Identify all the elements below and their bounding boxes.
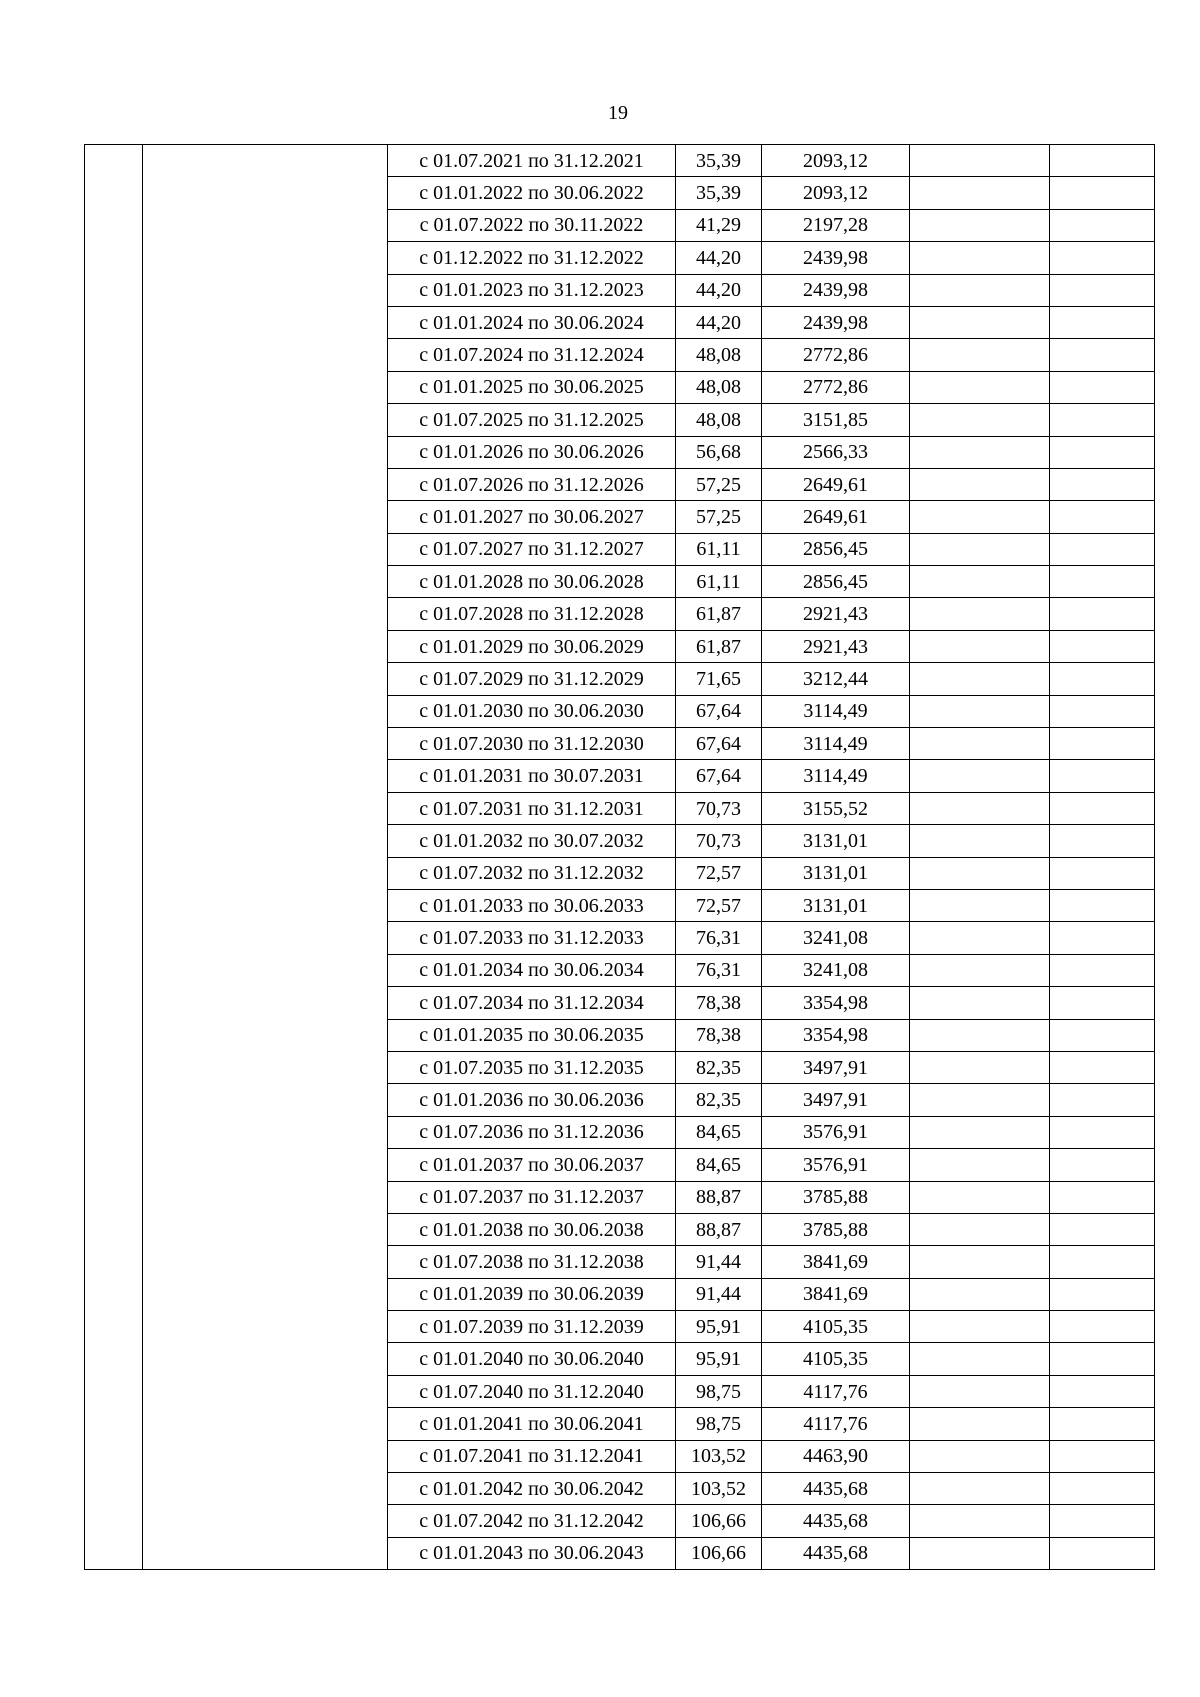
rate-cell: 48,08: [676, 404, 762, 436]
empty-cell: [1050, 922, 1155, 954]
empty-cell: [1050, 1019, 1155, 1051]
empty-cell: [1050, 339, 1155, 371]
empty-cell: [1050, 1213, 1155, 1245]
amount-cell: 2649,61: [762, 501, 910, 533]
empty-cell: [910, 889, 1050, 921]
empty-cell: [910, 274, 1050, 306]
rate-cell: 91,44: [676, 1278, 762, 1310]
empty-cell: [1050, 598, 1155, 630]
empty-cell: [910, 1246, 1050, 1278]
period-cell: с 01.07.2031 по 31.12.2031: [388, 792, 676, 824]
period-cell: с 01.07.2030 по 31.12.2030: [388, 728, 676, 760]
empty-cell: [910, 436, 1050, 468]
empty-cell: [910, 145, 1050, 177]
rate-cell: 95,91: [676, 1311, 762, 1343]
rate-cell: 88,87: [676, 1213, 762, 1245]
amount-cell: 3785,88: [762, 1181, 910, 1213]
rate-cell: 78,38: [676, 1019, 762, 1051]
empty-cell: [1050, 209, 1155, 241]
empty-cell: [1050, 566, 1155, 598]
empty-cell: [1050, 1084, 1155, 1116]
empty-cell: [910, 1149, 1050, 1181]
rate-cell: 84,65: [676, 1116, 762, 1148]
empty-cell: [1050, 145, 1155, 177]
period-cell: с 01.01.2040 по 30.06.2040: [388, 1343, 676, 1375]
empty-cell: [1050, 1343, 1155, 1375]
empty-cell: [1050, 695, 1155, 727]
empty-cell: [910, 501, 1050, 533]
period-cell: с 01.07.2029 по 31.12.2029: [388, 663, 676, 695]
rate-cell: 70,73: [676, 825, 762, 857]
empty-cell: [1050, 1537, 1155, 1569]
empty-cell: [910, 209, 1050, 241]
empty-cell: [1050, 728, 1155, 760]
amount-cell: 2921,43: [762, 630, 910, 662]
period-cell: с 01.07.2038 по 31.12.2038: [388, 1246, 676, 1278]
empty-cell: [1050, 1278, 1155, 1310]
period-cell: с 01.07.2040 по 31.12.2040: [388, 1375, 676, 1407]
rate-cell: 35,39: [676, 177, 762, 209]
empty-cell: [1050, 274, 1155, 306]
period-cell: с 01.07.2042 по 31.12.2042: [388, 1505, 676, 1537]
empty-cell: [1050, 1051, 1155, 1083]
amount-cell: 3241,08: [762, 922, 910, 954]
rate-cell: 98,75: [676, 1408, 762, 1440]
empty-cell: [1050, 242, 1155, 274]
rate-cell: 106,66: [676, 1537, 762, 1569]
rate-cell: 56,68: [676, 436, 762, 468]
empty-cell: [910, 1505, 1050, 1537]
empty-cell: [910, 1019, 1050, 1051]
period-cell: с 01.01.2038 по 30.06.2038: [388, 1213, 676, 1245]
empty-cell: [1050, 663, 1155, 695]
amount-cell: 3155,52: [762, 792, 910, 824]
amount-cell: 3212,44: [762, 663, 910, 695]
period-cell: с 01.07.2026 по 31.12.2026: [388, 468, 676, 500]
empty-cell: [910, 1084, 1050, 1116]
period-cell: с 01.07.2037 по 31.12.2037: [388, 1181, 676, 1213]
amount-cell: 3354,98: [762, 1019, 910, 1051]
amount-cell: 4117,76: [762, 1408, 910, 1440]
amount-cell: 2856,45: [762, 533, 910, 565]
rate-cell: 67,64: [676, 695, 762, 727]
empty-cell: [910, 857, 1050, 889]
rate-cell: 103,52: [676, 1473, 762, 1505]
period-cell: с 01.01.2022 по 30.06.2022: [388, 177, 676, 209]
amount-cell: 3151,85: [762, 404, 910, 436]
amount-cell: 4105,35: [762, 1311, 910, 1343]
period-cell: с 01.07.2036 по 31.12.2036: [388, 1116, 676, 1148]
empty-cell: [1050, 792, 1155, 824]
empty-cell: [1050, 760, 1155, 792]
empty-cell: [910, 695, 1050, 727]
amount-cell: 2197,28: [762, 209, 910, 241]
empty-cell: [1050, 501, 1155, 533]
empty-cell: [1050, 825, 1155, 857]
table-row: [85, 145, 1155, 177]
amount-cell: 3576,91: [762, 1116, 910, 1148]
period-cell: с 01.01.2042 по 30.06.2042: [388, 1473, 676, 1505]
rate-cell: 44,20: [676, 274, 762, 306]
amount-cell: 2093,12: [762, 145, 910, 177]
empty-cell: [910, 792, 1050, 824]
rate-cell: 48,08: [676, 371, 762, 403]
rate-cell: 41,29: [676, 209, 762, 241]
empty-cell: [1050, 630, 1155, 662]
period-cell: с 01.01.2024 по 30.06.2024: [388, 306, 676, 338]
rate-cell: 61,11: [676, 533, 762, 565]
empty-cell: [910, 1213, 1050, 1245]
amount-cell: 3497,91: [762, 1084, 910, 1116]
period-cell: с 01.01.2032 по 30.07.2032: [388, 825, 676, 857]
period-cell: с 01.01.2028 по 30.06.2028: [388, 566, 676, 598]
period-cell: с 01.07.2034 по 31.12.2034: [388, 987, 676, 1019]
amount-cell: 4435,68: [762, 1505, 910, 1537]
rate-cell: 106,66: [676, 1505, 762, 1537]
empty-cell: [910, 306, 1050, 338]
empty-cell: [910, 1311, 1050, 1343]
period-cell: с 01.01.2025 по 30.06.2025: [388, 371, 676, 403]
amount-cell: 2649,61: [762, 468, 910, 500]
empty-cell: [910, 242, 1050, 274]
rate-cell: 82,35: [676, 1084, 762, 1116]
period-cell: с 01.01.2033 по 30.06.2033: [388, 889, 676, 921]
amount-cell: 3114,49: [762, 695, 910, 727]
amount-cell: 2439,98: [762, 274, 910, 306]
merged-number-cell: [85, 145, 143, 1570]
empty-cell: [1050, 1149, 1155, 1181]
rate-cell: 84,65: [676, 1149, 762, 1181]
empty-cell: [910, 630, 1050, 662]
empty-cell: [910, 987, 1050, 1019]
period-cell: с 01.07.2028 по 31.12.2028: [388, 598, 676, 630]
amount-cell: 3576,91: [762, 1149, 910, 1181]
rate-cell: 35,39: [676, 145, 762, 177]
amount-cell: 3131,01: [762, 857, 910, 889]
period-cell: с 01.01.2035 по 30.06.2035: [388, 1019, 676, 1051]
empty-cell: [910, 1181, 1050, 1213]
amount-cell: 3241,08: [762, 954, 910, 986]
empty-cell: [910, 825, 1050, 857]
empty-cell: [1050, 1116, 1155, 1148]
rate-cell: 44,20: [676, 306, 762, 338]
empty-cell: [910, 339, 1050, 371]
empty-cell: [1050, 371, 1155, 403]
amount-cell: 2772,86: [762, 371, 910, 403]
table-body: [85, 145, 1155, 1570]
rate-cell: 57,25: [676, 501, 762, 533]
empty-cell: [1050, 436, 1155, 468]
rate-cell: 95,91: [676, 1343, 762, 1375]
amount-cell: 3841,69: [762, 1246, 910, 1278]
merged-name-cell: [143, 145, 388, 1570]
empty-cell: [910, 177, 1050, 209]
rate-cell: 98,75: [676, 1375, 762, 1407]
empty-cell: [910, 598, 1050, 630]
period-cell: с 01.01.2026 по 30.06.2026: [388, 436, 676, 468]
period-cell: с 01.07.2033 по 31.12.2033: [388, 922, 676, 954]
empty-cell: [1050, 1375, 1155, 1407]
rate-cell: 76,31: [676, 954, 762, 986]
empty-cell: [910, 1116, 1050, 1148]
empty-cell: [910, 1278, 1050, 1310]
empty-cell: [1050, 533, 1155, 565]
empty-cell: [910, 404, 1050, 436]
period-cell: с 01.07.2021 по 31.12.2021: [388, 145, 676, 177]
empty-cell: [910, 728, 1050, 760]
empty-cell: [910, 954, 1050, 986]
period-cell: с 01.07.2041 по 31.12.2041: [388, 1440, 676, 1472]
amount-cell: 2439,98: [762, 242, 910, 274]
rate-cell: 57,25: [676, 468, 762, 500]
period-cell: с 01.01.2030 по 30.06.2030: [388, 695, 676, 727]
empty-cell: [910, 1537, 1050, 1569]
period-cell: с 01.01.2043 по 30.06.2043: [388, 1537, 676, 1569]
rate-cell: 44,20: [676, 242, 762, 274]
period-cell: с 01.01.2027 по 30.06.2027: [388, 501, 676, 533]
rate-cell: 48,08: [676, 339, 762, 371]
empty-cell: [1050, 306, 1155, 338]
amount-cell: 3114,49: [762, 760, 910, 792]
empty-cell: [1050, 1311, 1155, 1343]
empty-cell: [910, 1375, 1050, 1407]
period-cell: с 01.01.2031 по 30.07.2031: [388, 760, 676, 792]
empty-cell: [1050, 1505, 1155, 1537]
period-cell: с 01.01.2039 по 30.06.2039: [388, 1278, 676, 1310]
amount-cell: 3785,88: [762, 1213, 910, 1245]
empty-cell: [910, 566, 1050, 598]
page-number: 19: [608, 102, 628, 124]
amount-cell: 2093,12: [762, 177, 910, 209]
rate-cell: 88,87: [676, 1181, 762, 1213]
amount-cell: 3497,91: [762, 1051, 910, 1083]
empty-cell: [910, 1051, 1050, 1083]
empty-cell: [1050, 404, 1155, 436]
empty-cell: [1050, 1408, 1155, 1440]
rate-cell: 67,64: [676, 728, 762, 760]
period-cell: с 01.01.2029 по 30.06.2029: [388, 630, 676, 662]
empty-cell: [1050, 177, 1155, 209]
rate-cell: 70,73: [676, 792, 762, 824]
rate-cell: 61,87: [676, 630, 762, 662]
empty-cell: [1050, 1246, 1155, 1278]
amount-cell: 4117,76: [762, 1375, 910, 1407]
period-cell: с 01.07.2024 по 31.12.2024: [388, 339, 676, 371]
amount-cell: 3354,98: [762, 987, 910, 1019]
amount-cell: 2921,43: [762, 598, 910, 630]
empty-cell: [910, 663, 1050, 695]
rate-cell: 76,31: [676, 922, 762, 954]
empty-cell: [1050, 1473, 1155, 1505]
rate-cell: 71,65: [676, 663, 762, 695]
empty-cell: [910, 533, 1050, 565]
empty-cell: [910, 760, 1050, 792]
empty-cell: [1050, 954, 1155, 986]
period-cell: с 01.07.2027 по 31.12.2027: [388, 533, 676, 565]
empty-cell: [910, 1343, 1050, 1375]
tariff-table: [84, 144, 1155, 1570]
amount-cell: 2439,98: [762, 306, 910, 338]
empty-cell: [910, 371, 1050, 403]
rate-cell: 72,57: [676, 889, 762, 921]
amount-cell: 3841,69: [762, 1278, 910, 1310]
period-cell: с 01.12.2022 по 31.12.2022: [388, 242, 676, 274]
empty-cell: [1050, 857, 1155, 889]
period-cell: с 01.01.2034 по 30.06.2034: [388, 954, 676, 986]
empty-cell: [1050, 1440, 1155, 1472]
period-cell: с 01.01.2023 по 31.12.2023: [388, 274, 676, 306]
period-cell: с 01.01.2037 по 30.06.2037: [388, 1149, 676, 1181]
period-cell: с 01.01.2041 по 30.06.2041: [388, 1408, 676, 1440]
empty-cell: [910, 1440, 1050, 1472]
empty-cell: [910, 922, 1050, 954]
empty-cell: [910, 468, 1050, 500]
period-cell: с 01.07.2035 по 31.12.2035: [388, 1051, 676, 1083]
rate-cell: 82,35: [676, 1051, 762, 1083]
rate-cell: 103,52: [676, 1440, 762, 1472]
empty-cell: [1050, 1181, 1155, 1213]
rate-cell: 61,87: [676, 598, 762, 630]
empty-cell: [910, 1473, 1050, 1505]
amount-cell: 4435,68: [762, 1537, 910, 1569]
period-cell: с 01.07.2039 по 31.12.2039: [388, 1311, 676, 1343]
period-cell: с 01.07.2022 по 30.11.2022: [388, 209, 676, 241]
rate-cell: 61,11: [676, 566, 762, 598]
amount-cell: 3131,01: [762, 889, 910, 921]
rate-cell: 67,64: [676, 760, 762, 792]
empty-cell: [1050, 987, 1155, 1019]
amount-cell: 3114,49: [762, 728, 910, 760]
amount-cell: 4105,35: [762, 1343, 910, 1375]
amount-cell: 2566,33: [762, 436, 910, 468]
amount-cell: 3131,01: [762, 825, 910, 857]
rate-cell: 91,44: [676, 1246, 762, 1278]
amount-cell: 4463,90: [762, 1440, 910, 1472]
amount-cell: 2772,86: [762, 339, 910, 371]
period-cell: с 01.07.2025 по 31.12.2025: [388, 404, 676, 436]
period-cell: с 01.01.2036 по 30.06.2036: [388, 1084, 676, 1116]
empty-cell: [1050, 889, 1155, 921]
empty-cell: [1050, 468, 1155, 500]
rate-cell: 72,57: [676, 857, 762, 889]
amount-cell: 4435,68: [762, 1473, 910, 1505]
empty-cell: [910, 1408, 1050, 1440]
period-cell: с 01.07.2032 по 31.12.2032: [388, 857, 676, 889]
amount-cell: 2856,45: [762, 566, 910, 598]
rate-cell: 78,38: [676, 987, 762, 1019]
